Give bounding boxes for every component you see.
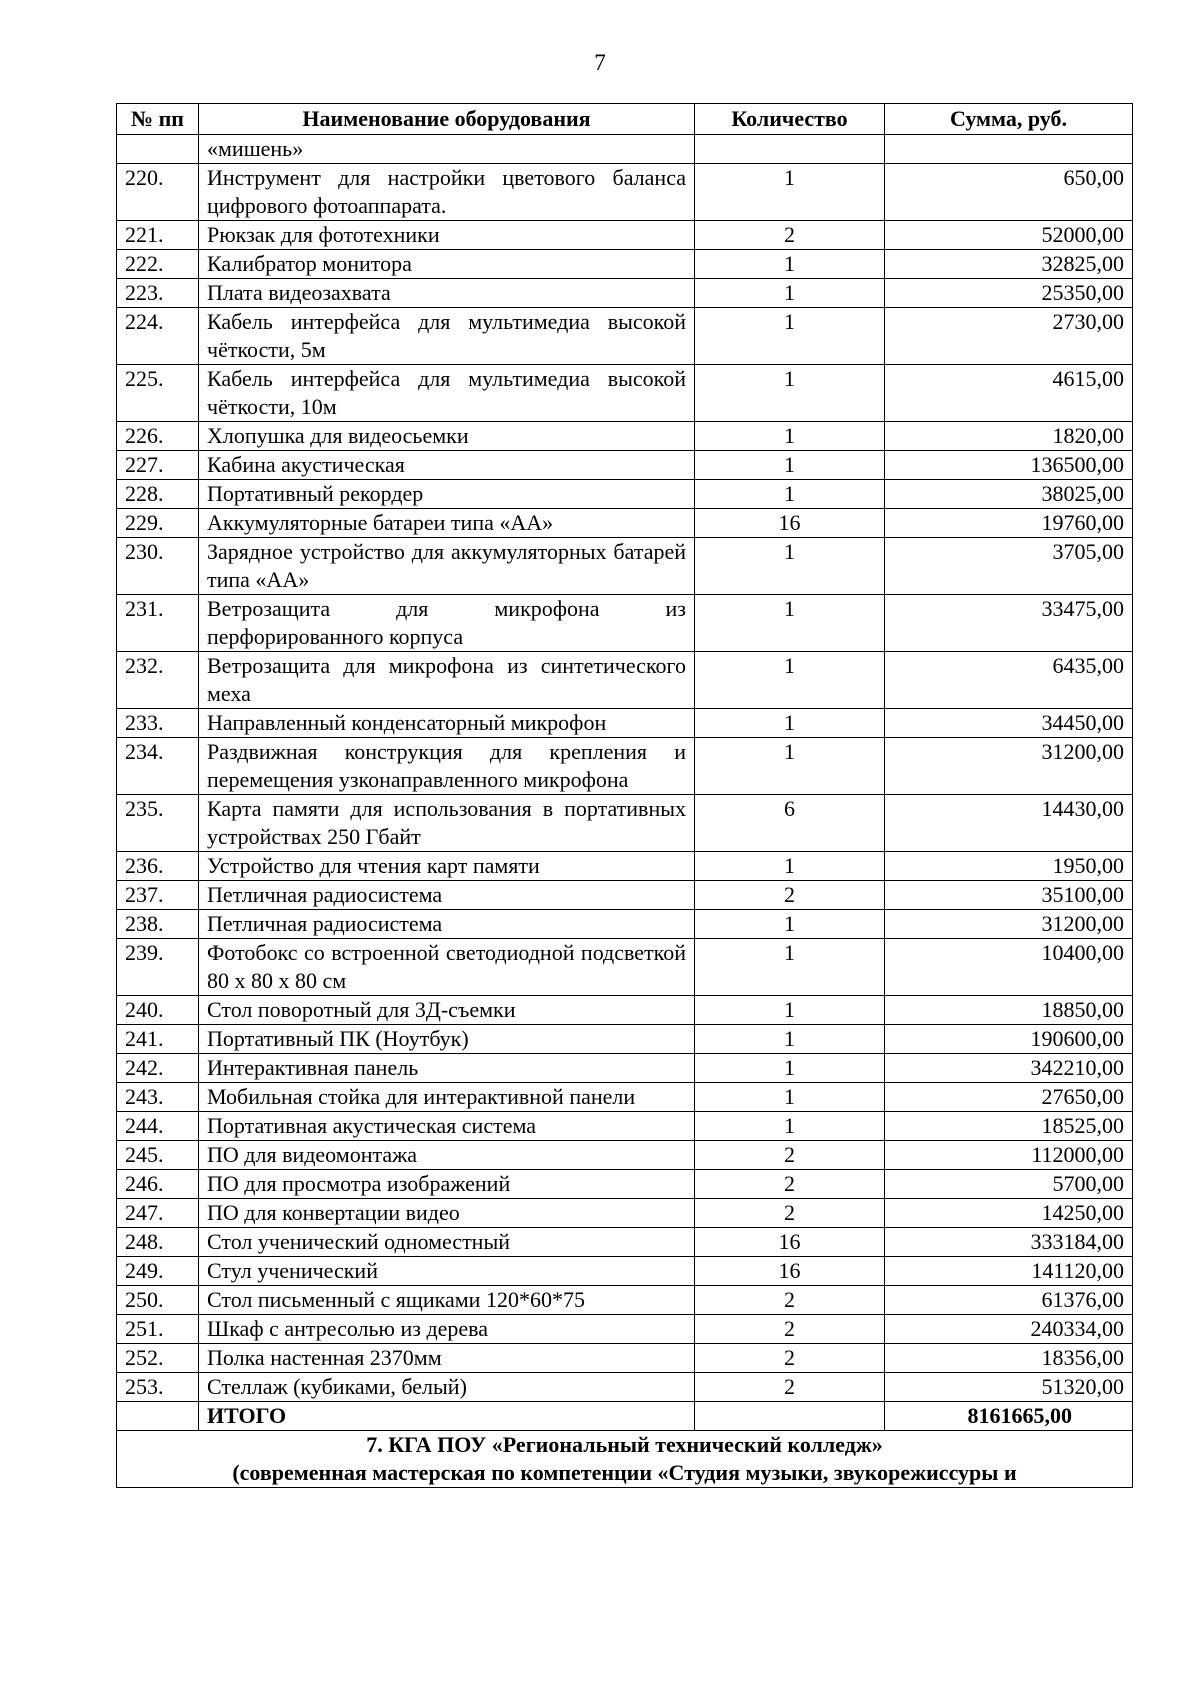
table-row <box>117 164 1133 221</box>
row-sum: 112000,00 <box>885 1141 1133 1170</box>
row-name: ПО для просмотра изображений <box>199 1170 695 1199</box>
header-name: Наименование оборудования <box>199 104 695 135</box>
table-row <box>117 1025 1133 1054</box>
row-name: Кабель интерфейса для мультимедиа высокой чёткости, 10м <box>199 365 695 422</box>
row-qty: 1 <box>695 852 885 881</box>
row-qty: 2 <box>695 221 885 250</box>
row-num: 240. <box>117 996 199 1025</box>
row-qty: 6 <box>695 795 885 852</box>
row-name: Стул ученический <box>199 1257 695 1286</box>
table-row <box>117 881 1133 910</box>
row-num: 232. <box>117 652 199 709</box>
row-num: 236. <box>117 852 199 881</box>
row-qty: 2 <box>695 1141 885 1170</box>
row-sum: 31200,00 <box>885 910 1133 939</box>
row-qty: 1 <box>695 1112 885 1141</box>
row-sum: 31200,00 <box>885 738 1133 795</box>
row-name: Портативный рекордер <box>199 480 695 509</box>
table-row <box>117 1373 1133 1402</box>
row-sum: 4615,00 <box>885 365 1133 422</box>
table-row <box>117 1199 1133 1228</box>
row-num: 252. <box>117 1344 199 1373</box>
row-num: 239. <box>117 939 199 996</box>
equipment-table <box>116 103 1133 1488</box>
row-name: Стол ученический одноместный <box>199 1228 695 1257</box>
table-row <box>117 538 1133 595</box>
row-sum: 34450,00 <box>885 709 1133 738</box>
table-row <box>117 910 1133 939</box>
row-qty: 1 <box>695 1054 885 1083</box>
row-qty: 1 <box>695 1083 885 1112</box>
row-num: 222. <box>117 250 199 279</box>
row-name: Направленный конденсаторный микрофон <box>199 709 695 738</box>
table-row <box>117 1228 1133 1257</box>
row-name: Полка настенная 2370мм <box>199 1344 695 1373</box>
row-qty: 2 <box>695 881 885 910</box>
row-name: Карта памяти для использования в портативных устройствах 250 Гбайт <box>199 795 695 852</box>
row-qty: 1 <box>695 1025 885 1054</box>
row-name: Устройство для чтения карт памяти <box>199 852 695 881</box>
row-qty: 2 <box>695 1344 885 1373</box>
total-sum: 8161665,00 <box>885 1402 1133 1431</box>
table-row <box>117 939 1133 996</box>
row-sum: 18356,00 <box>885 1344 1133 1373</box>
row-name: Рюкзак для фототехники <box>199 221 695 250</box>
row-num: 229. <box>117 509 199 538</box>
row-qty: 16 <box>695 1257 885 1286</box>
row-sum: 650,00 <box>885 164 1133 221</box>
row-sum: 2730,00 <box>885 308 1133 365</box>
row-num: 250. <box>117 1286 199 1315</box>
row-num: 220. <box>117 164 199 221</box>
row-name: Стол поворотный для 3Д-съемки <box>199 996 695 1025</box>
row-qty: 1 <box>695 996 885 1025</box>
row-num: 243. <box>117 1083 199 1112</box>
row-sum: 18525,00 <box>885 1112 1133 1141</box>
row-sum: 1950,00 <box>885 852 1133 881</box>
row-qty: 1 <box>695 451 885 480</box>
table-row <box>117 365 1133 422</box>
row-name: Аккумуляторные батареи типа «АА» <box>199 509 695 538</box>
section-heading <box>117 1431 1133 1488</box>
table-row <box>117 221 1133 250</box>
row-name: Петличная радиосистема <box>199 910 695 939</box>
row-num: 230. <box>117 538 199 595</box>
table-row <box>117 1170 1133 1199</box>
section-title: 7. КГА ПОУ «Региональный технический колледж» <box>366 1432 883 1457</box>
page-number: 7 <box>594 50 606 75</box>
table-row <box>117 738 1133 795</box>
row-name: Кабель интерфейса для мультимедиа высокой чёткости, 5м <box>199 308 695 365</box>
row-name: Мобильная стойка для интерактивной панели <box>199 1083 695 1112</box>
row-name: Портативный ПК (Ноутбук) <box>199 1025 695 1054</box>
table-row <box>117 852 1133 881</box>
row-qty: 1 <box>695 480 885 509</box>
row-num: 241. <box>117 1025 199 1054</box>
row-qty: 2 <box>695 1286 885 1315</box>
row-sum: 18850,00 <box>885 996 1133 1025</box>
row-qty: 1 <box>695 652 885 709</box>
table-row <box>117 250 1133 279</box>
row-name: ПО для видеомонтажа <box>199 1141 695 1170</box>
row-sum: 141120,00 <box>885 1257 1133 1286</box>
row-sum: 35100,00 <box>885 881 1133 910</box>
table-row <box>117 1083 1133 1112</box>
row-sum: 61376,00 <box>885 1286 1133 1315</box>
row-num: 227. <box>117 451 199 480</box>
table-row <box>117 480 1133 509</box>
row-sum: 10400,00 <box>885 939 1133 996</box>
total-label: ИТОГО <box>199 1402 695 1431</box>
table-row <box>117 996 1133 1025</box>
total-row <box>117 1402 1133 1431</box>
table-row <box>117 308 1133 365</box>
row-num: 246. <box>117 1170 199 1199</box>
table-row <box>117 709 1133 738</box>
table-row <box>117 1141 1133 1170</box>
row-num: 244. <box>117 1112 199 1141</box>
row-name: Плата видеозахвата <box>199 279 695 308</box>
row-name: Кабина акустическая <box>199 451 695 480</box>
row-qty: 1 <box>695 595 885 652</box>
row-num: 251. <box>117 1315 199 1344</box>
row-qty: 1 <box>695 422 885 451</box>
continuation-row <box>117 135 1133 164</box>
row-num: 226. <box>117 422 199 451</box>
table-row <box>117 1344 1133 1373</box>
row-num: 233. <box>117 709 199 738</box>
row-name: ПО для конвертации видео <box>199 1199 695 1228</box>
header-sum: Сумма, руб. <box>885 104 1133 135</box>
table-row <box>117 1257 1133 1286</box>
row-num: 248. <box>117 1228 199 1257</box>
row-sum: 51320,00 <box>885 1373 1133 1402</box>
row-name: Петличная радиосистема <box>199 881 695 910</box>
table-row <box>117 795 1133 852</box>
total-qty <box>695 1402 885 1431</box>
continuation-sum <box>885 135 1133 164</box>
row-sum: 342210,00 <box>885 1054 1133 1083</box>
row-sum: 32825,00 <box>885 250 1133 279</box>
row-sum: 333184,00 <box>885 1228 1133 1257</box>
header-qty: Количество <box>695 104 885 135</box>
row-sum: 240334,00 <box>885 1315 1133 1344</box>
row-num: 247. <box>117 1199 199 1228</box>
total-num <box>117 1402 199 1431</box>
row-sum: 136500,00 <box>885 451 1133 480</box>
row-name: Инструмент для настройки цветового баланса цифрового фотоаппарата. <box>199 164 695 221</box>
row-qty: 1 <box>695 939 885 996</box>
table-row <box>117 451 1133 480</box>
row-sum: 1820,00 <box>885 422 1133 451</box>
table-row <box>117 1286 1133 1315</box>
row-sum: 25350,00 <box>885 279 1133 308</box>
row-qty: 1 <box>695 308 885 365</box>
row-num: 224. <box>117 308 199 365</box>
row-name: Портативная акустическая система <box>199 1112 695 1141</box>
row-sum: 27650,00 <box>885 1083 1133 1112</box>
header-num: № пп <box>117 104 199 135</box>
table-row <box>117 652 1133 709</box>
table-row <box>117 595 1133 652</box>
row-qty: 1 <box>695 709 885 738</box>
table-row <box>117 1054 1133 1083</box>
row-sum: 19760,00 <box>885 509 1133 538</box>
table-row <box>117 279 1133 308</box>
row-qty: 2 <box>695 1373 885 1402</box>
section-subtitle: (современная мастерская по компетенции «Студия музыки, звукорежиссуры и <box>232 1460 1017 1485</box>
row-sum: 38025,00 <box>885 480 1133 509</box>
row-qty: 1 <box>695 164 885 221</box>
row-name: Стол письменный с ящиками 120*60*75 <box>199 1286 695 1315</box>
row-num: 245. <box>117 1141 199 1170</box>
table-row <box>117 1315 1133 1344</box>
row-qty: 16 <box>695 1228 885 1257</box>
row-sum: 5700,00 <box>885 1170 1133 1199</box>
table-header-row <box>117 104 1133 135</box>
row-num: 221. <box>117 221 199 250</box>
row-num: 223. <box>117 279 199 308</box>
row-num: 237. <box>117 881 199 910</box>
row-name: Ветрозащита для микрофона из синтетического меха <box>199 652 695 709</box>
row-qty: 2 <box>695 1170 885 1199</box>
row-qty: 1 <box>695 538 885 595</box>
row-qty: 16 <box>695 509 885 538</box>
continuation-name: «мишень» <box>199 135 695 164</box>
row-num: 225. <box>117 365 199 422</box>
row-sum: 190600,00 <box>885 1025 1133 1054</box>
row-qty: 2 <box>695 1199 885 1228</box>
row-num: 235. <box>117 795 199 852</box>
row-name: Зарядное устройство для аккумуляторных батарей типа «АА» <box>199 538 695 595</box>
row-name: Стеллаж (кубиками, белый) <box>199 1373 695 1402</box>
row-qty: 1 <box>695 910 885 939</box>
row-num: 234. <box>117 738 199 795</box>
continuation-num <box>117 135 199 164</box>
table-row <box>117 1112 1133 1141</box>
row-qty: 1 <box>695 365 885 422</box>
row-name: Интерактивная панель <box>199 1054 695 1083</box>
row-name: Раздвижная конструкция для крепления и перемещения узконаправленного микрофона <box>199 738 695 795</box>
row-name: Шкаф с антресолью из дерева <box>199 1315 695 1344</box>
row-sum: 3705,00 <box>885 538 1133 595</box>
row-qty: 2 <box>695 1315 885 1344</box>
table-row <box>117 422 1133 451</box>
row-qty: 1 <box>695 250 885 279</box>
row-num: 242. <box>117 1054 199 1083</box>
row-sum: 14430,00 <box>885 795 1133 852</box>
row-num: 238. <box>117 910 199 939</box>
row-sum: 33475,00 <box>885 595 1133 652</box>
row-num: 249. <box>117 1257 199 1286</box>
row-qty: 1 <box>695 738 885 795</box>
row-name: Фотобокс со встроенной светодиодной подсветкой 80 х 80 х 80 см <box>199 939 695 996</box>
row-sum: 14250,00 <box>885 1199 1133 1228</box>
row-sum: 6435,00 <box>885 652 1133 709</box>
row-num: 253. <box>117 1373 199 1402</box>
row-sum: 52000,00 <box>885 221 1133 250</box>
row-num: 228. <box>117 480 199 509</box>
row-name: Калибратор монитора <box>199 250 695 279</box>
section-heading-row <box>117 1431 1133 1488</box>
row-name: Ветрозащита для микрофона из перфорированного корпуса <box>199 595 695 652</box>
row-qty: 1 <box>695 279 885 308</box>
row-name: Хлопушка для видеосьемки <box>199 422 695 451</box>
row-num: 231. <box>117 595 199 652</box>
continuation-qty <box>695 135 885 164</box>
table-row <box>117 509 1133 538</box>
